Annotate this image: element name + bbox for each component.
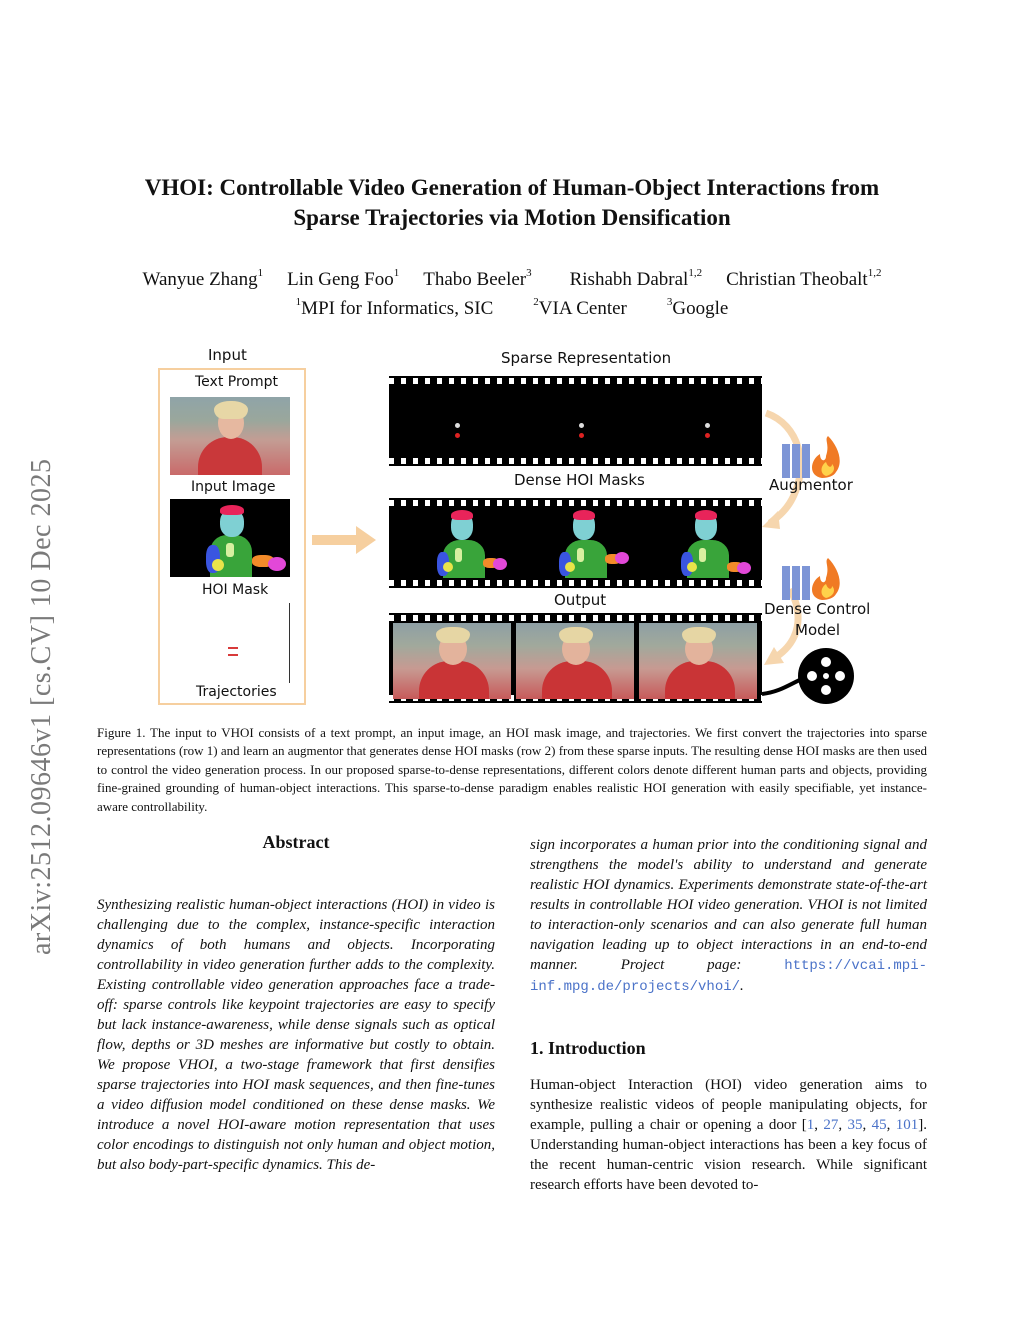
- sparse-filmstrip: [389, 376, 762, 466]
- input-image: [170, 397, 290, 475]
- trajectory-mark: [228, 654, 238, 656]
- hoi-mask-label: HOI Mask: [202, 582, 269, 598]
- input-image-label: Input Image: [191, 479, 276, 495]
- abstract-heading: Abstract: [262, 832, 330, 852]
- affiliation: $^1$MPI for Informatics, SIC: [295, 296, 494, 319]
- dense-filmstrip: [389, 498, 762, 588]
- hoi-mask-image: [170, 499, 290, 577]
- abstract-continuation: sign incorporates a human prior into the conditioning signal and strengthens the model's ability to understand and generate realistic HOI dynamics. Experiments demonstrate state-of-the-art results in controllable HOI video generation. VHOI is not limited to interaction-only scenarios and can also generate full human navigation leading up to object interactions in an end-to-end manner. Project page: https://vcai.mpi-inf.mpg.de/projects/vhoi/.: [530, 837, 928, 995]
- paper-title: [100, 173, 924, 233]
- output-frame: [639, 623, 757, 699]
- trainable-module-icon: [780, 558, 842, 602]
- affiliation: $^2$VIA Center: [533, 296, 627, 319]
- trainable-module-icon: [780, 436, 842, 480]
- augmentor-label: Augmentor: [769, 476, 853, 494]
- project-page-link[interactable]: https://vcai.mpi-inf.mpg.de/projects/vhoi/: [530, 958, 928, 995]
- arxiv-stamp: arXiv:2512.09646v1 [cs.CV] 10 Dec 2025: [26, 458, 57, 955]
- affiliation-list: [100, 298, 924, 320]
- citation-link[interactable]: 101: [895, 1117, 919, 1133]
- output-frame: [516, 623, 634, 699]
- affiliation: $^3$Google: [666, 296, 729, 319]
- author: Christian Theobalt$^{1,2}$: [726, 267, 882, 290]
- trajectories-image: [170, 603, 290, 683]
- title-line-2: Sparse Trajectories via Motion Densification: [293, 205, 731, 230]
- author: Wanyue Zhang$^1$: [142, 267, 264, 290]
- sparse-representation-label: Sparse Representation: [501, 349, 672, 367]
- citation-link[interactable]: 27: [823, 1117, 839, 1133]
- author: Thabo Beeler$^3$: [423, 267, 532, 290]
- text-prompt-label: Text Prompt: [195, 374, 278, 390]
- output-filmstrip: [389, 613, 762, 703]
- input-label: Input: [208, 346, 247, 364]
- right-arrow-icon: [312, 524, 378, 556]
- output-label: Output: [554, 591, 607, 609]
- dense-mask-frame: [429, 508, 509, 578]
- dense-mask-frame: [551, 508, 631, 578]
- author: Lin Geng Foo$^1$: [287, 267, 400, 290]
- figure-caption: Figure 1. The input to VHOI consists of a text prompt, an input image, an HOI mask image, and trajectories. We first convert the trajectories into sparse representations (row 1) and learn an augmentor that generates dense HOI masks (row 2) from these sparse inputs. The resulting dense HOI masks are then used to control the video generation process. In our proposed sparse-to-dense representations, different colors denote different human parts and objects, providing fine-grained grounding of human-object interactions. This sparse-to-dense paradigm enables realistic HOI generation with easily specifiable, yet instance-aware controllability.: [97, 725, 927, 814]
- citation-link[interactable]: 1: [806, 1117, 815, 1133]
- introduction-text: Human-object Interaction (HOI) video generation aims to synthesize realistic videos of people manipulating objects, for example, pulling a chair or opening a door [1, 27, 35, 45, 101]. Understanding human-object interactions has been a key focus of the recent human-centric vision research. While significant research efforts have been devoted to-: [530, 1077, 928, 1193]
- dense-hoi-masks-label: Dense HOI Masks: [514, 471, 645, 489]
- author-list: [100, 269, 924, 291]
- film-reel-icon: [760, 648, 860, 708]
- title-line-1: VHOI: Controllable Video Generation of Human-Object Interactions from: [144, 175, 880, 200]
- trajectories-label: Trajectories: [196, 684, 277, 700]
- trajectory-mark: [228, 647, 238, 649]
- introduction-heading: 1. Introduction: [530, 1038, 646, 1058]
- dense-control-label: Dense Control: [764, 600, 871, 618]
- abstract-cont-text: sign incorporates a human prior into the conditioning signal and strengthens the model's ability to understand and generate realistic HOI dynamics. Experiments demonstrate state-of-the-art results in controllable HOI video generation. VHOI is not limited to interaction-only scenarios and can also generate full human navigation leading up to object interactions in an end-to-end manner. Project page:: [530, 837, 927, 973]
- dense-mask-frame: [673, 508, 753, 578]
- citation-link[interactable]: 35: [847, 1117, 863, 1133]
- model-label: Model: [795, 621, 841, 639]
- citation-link[interactable]: 45: [871, 1117, 887, 1133]
- output-frame: [393, 623, 511, 699]
- abstract-text: Synthesizing realistic human-object interactions (HOI) in video is challenging due to the complex, instance-specific interaction dynamics of both humans and objects. Incorporating controllability in video generation further adds to the complexity. Existing controllable video generation approaches face a trade-off: sparse controls like keypoint trajectories are easy to specify but lack instance-awareness, while dense signals such as optical flow, depths or 3D meshes are informative but costly to obtain. We propose VHOI, a two-stage framework that first densifies sparse trajectories into HOI mask sequences, and then fine-tunes a video diffusion model conditioned on these dense masks. We introduce a novel HOI-aware motion representation that uses color encodings to distinguish not only human and object motion, but also body-part-specific dynamics. This de-: [97, 897, 495, 1173]
- author: Rishabh Dabral$^{1,2}$: [569, 267, 703, 290]
